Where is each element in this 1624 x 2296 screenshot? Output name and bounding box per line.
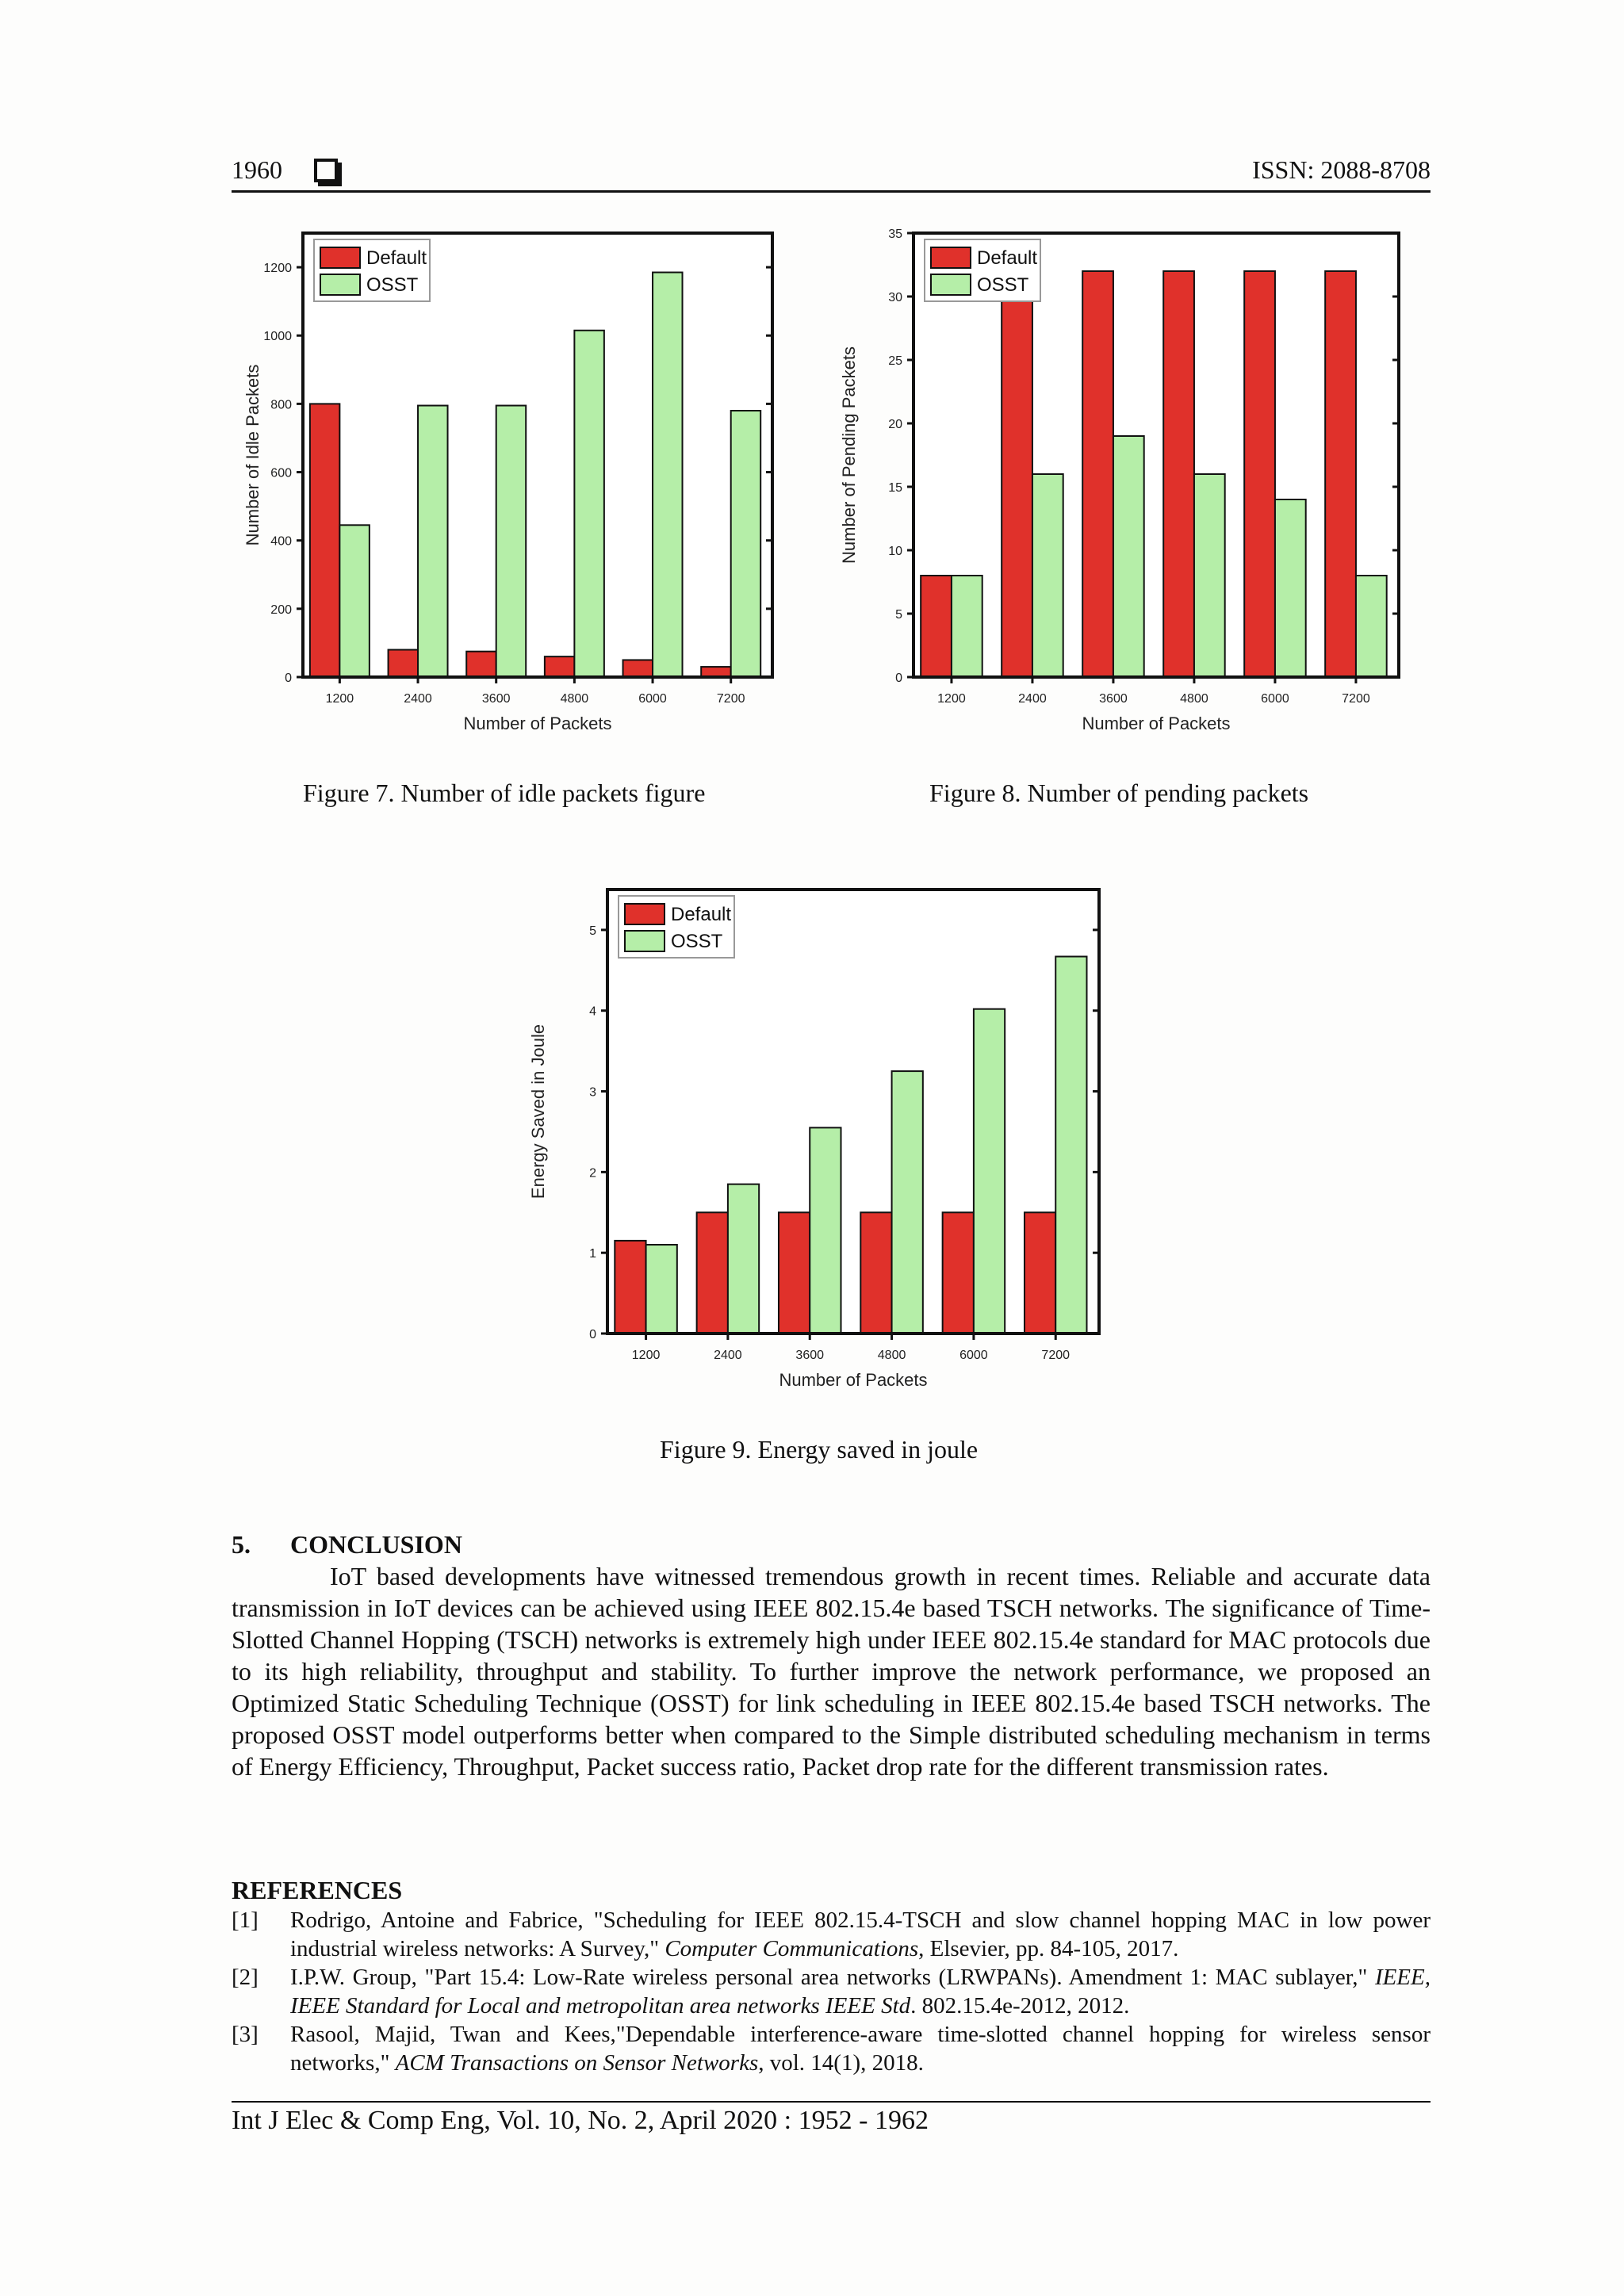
legend-swatch <box>320 247 360 268</box>
section-title: CONCLUSION <box>290 1530 462 1559</box>
x-tick-label: 6000 <box>638 692 667 706</box>
y-tick-label: 0 <box>285 672 292 685</box>
y-tick-label: 400 <box>270 534 292 549</box>
reference-venue: Computer Communications <box>665 1936 919 1961</box>
figure-9-caption: Figure 9. Energy saved in joule <box>660 1435 979 1464</box>
default-bar <box>697 1212 728 1334</box>
y-tick-label: 1000 <box>263 330 292 344</box>
x-tick-label: 2400 <box>1018 692 1047 706</box>
legend-swatch <box>931 274 971 295</box>
osst-bar <box>974 1009 1005 1334</box>
y-tick-label: 600 <box>270 466 292 480</box>
conclusion-heading <box>232 1529 1431 1560</box>
legend-label: Default <box>366 247 427 269</box>
y-tick-label: 10 <box>888 545 902 558</box>
footer-rule <box>232 2101 1431 2103</box>
osst-bar <box>1032 474 1063 677</box>
legend-label: OSST <box>366 274 419 296</box>
default-bar <box>545 656 574 677</box>
y-tick-label: 0 <box>895 672 902 685</box>
y-tick-label: 0 <box>589 1328 596 1341</box>
osst-bar <box>1194 474 1225 677</box>
x-tick-label: 4800 <box>877 1349 906 1362</box>
reference-number: [2] <box>232 1965 259 1990</box>
x-axis-label: Number of Packets <box>463 714 612 733</box>
figure-7-chart <box>238 216 793 755</box>
figure-8-chart <box>834 216 1421 755</box>
y-tick-label: 200 <box>270 603 292 617</box>
reference-text: Rodrigo, Antoine and Fabrice, "Scheduling for IEEE 802.15.4-TSCH and slow channel hopping MAC in low power industrial wireless networks: A Survey," Computer Communications, Elsevier, pp. 84-105, 2017. <box>290 1908 1431 1961</box>
header-rule <box>232 190 1431 193</box>
x-tick-label: 6000 <box>959 1349 988 1362</box>
energy-saved-chart <box>523 872 1126 1411</box>
osst-bar <box>728 1184 759 1334</box>
figure-8-caption: Figure 8. Number of pending packets <box>929 779 1309 807</box>
default-bar <box>1325 271 1356 677</box>
y-tick-label: 5 <box>895 608 902 622</box>
y-tick-label: 35 <box>888 228 902 241</box>
osst-bar <box>574 331 603 677</box>
default-bar <box>1002 271 1032 677</box>
y-tick-label: 4 <box>589 1004 596 1019</box>
default-bar <box>623 660 653 677</box>
idle-packets-chart <box>238 216 793 755</box>
y-tick-label: 1 <box>589 1247 596 1261</box>
legend-swatch <box>625 931 665 951</box>
x-tick-label: 3600 <box>481 692 511 706</box>
page-number: 1960 <box>232 155 282 184</box>
square-bullet-icon <box>314 159 338 182</box>
reference-item <box>232 1906 1431 1963</box>
x-tick-label: 7200 <box>1041 1349 1071 1362</box>
default-bar <box>466 652 496 677</box>
osst-bar <box>952 576 982 677</box>
pending-packets-chart <box>834 216 1421 755</box>
reference-venue: IEEE, IEEE Standard for Local and metropolitan area networks IEEE Std <box>290 1965 1431 2019</box>
x-axis-label: Number of Packets <box>779 1370 928 1390</box>
default-bar <box>860 1212 891 1334</box>
x-tick-label: 7200 <box>1342 692 1370 706</box>
page-header-left <box>232 155 338 185</box>
x-tick-label: 2400 <box>714 1349 742 1362</box>
reference-venue: ACM Transactions on Sensor Networks <box>395 2050 759 2076</box>
x-tick-label: 7200 <box>716 692 745 706</box>
y-tick-label: 15 <box>888 481 902 495</box>
references-heading: REFERENCES <box>232 1876 403 1904</box>
osst-bar <box>339 525 369 677</box>
default-bar <box>389 650 418 677</box>
default-bar <box>943 1212 974 1334</box>
x-tick-label: 1200 <box>631 1349 661 1362</box>
x-tick-label: 3600 <box>795 1349 825 1362</box>
reference-item <box>232 2020 1431 2077</box>
reference-number: [3] <box>232 2022 259 2047</box>
default-bar <box>921 576 952 677</box>
reference-text: I.P.W. Group, "Part 15.4: Low-Rate wireless personal area networks (LRWPANs). Amendment 1: MAC sublayer," IEEE, IEEE Standard for Local and metropolitan area networks IEEE Std. 802.15.4e-2012, 2012. <box>290 1965 1431 2019</box>
x-tick-label: 6000 <box>1261 692 1289 706</box>
osst-bar <box>1113 436 1144 677</box>
x-tick-label: 4800 <box>1180 692 1208 706</box>
default-bar <box>1244 271 1275 677</box>
references-section <box>232 1874 1431 2077</box>
conclusion-section <box>232 1529 1431 1782</box>
y-tick-label: 5 <box>589 924 596 938</box>
osst-bar <box>892 1071 923 1334</box>
x-tick-label: 4800 <box>560 692 589 706</box>
y-tick-label: 2 <box>589 1166 596 1181</box>
x-axis-label: Number of Packets <box>1082 714 1231 733</box>
legend-swatch <box>625 904 665 924</box>
section-number: 5. <box>232 1530 251 1559</box>
y-tick-label: 30 <box>888 291 902 304</box>
x-tick-label: 1200 <box>325 692 354 706</box>
y-tick-label: 20 <box>888 418 902 431</box>
y-tick-label: 1200 <box>263 262 292 276</box>
legend-label: Default <box>977 247 1038 269</box>
legend-swatch <box>320 274 360 295</box>
conclusion-paragraph: IoT based developments have witnessed tremendous growth in recent times. Reliable and accurate data transmission in IoT devices can be achieved using IEEE 802.15.4e based TSCH networks. The significance of Time- Slotted Channel Hopping (TSCH) networks is extremely high under IEEE 802.15.4e standard for MAC protocols due to its high reliability, throughput and stability. To further improve the network performance, we proposed an Optimized Static Scheduling Technique (OSST) for link scheduling in IEEE 802.15.4e based TSCH networks. The proposed OSST model outperforms better when compared to the Simple distributed scheduling mechanism in terms of Energy Efficiency, Throughput, Packet success ratio, Packet drop rate for the different transmission rates. <box>232 1562 1431 1781</box>
osst-bar <box>810 1127 841 1334</box>
default-bar <box>615 1241 645 1334</box>
x-tick-label: 3600 <box>1099 692 1128 706</box>
osst-bar <box>496 406 526 677</box>
y-tick-label: 3 <box>589 1085 596 1100</box>
legend-swatch <box>931 247 971 268</box>
y-axis-label: Energy Saved in Joule <box>528 1024 548 1200</box>
osst-bar <box>653 273 682 677</box>
osst-bar <box>731 411 760 677</box>
y-axis-label: Number of Pending Packets <box>839 346 859 564</box>
legend-label: OSST <box>977 274 1029 296</box>
default-bar <box>1082 271 1113 677</box>
x-tick-label: 2400 <box>404 692 432 706</box>
x-tick-label: 1200 <box>937 692 966 706</box>
default-bar <box>1163 271 1194 677</box>
osst-bar <box>1275 499 1306 677</box>
osst-bar <box>418 406 447 677</box>
default-bar <box>1025 1212 1055 1334</box>
figure-7-caption: Figure 7. Number of idle packets figure <box>303 779 706 807</box>
osst-bar <box>1055 957 1086 1334</box>
legend-label: Default <box>671 904 732 925</box>
osst-bar <box>1356 576 1387 677</box>
legend-label: OSST <box>671 931 723 952</box>
y-tick-label: 25 <box>888 354 902 368</box>
reference-number: [1] <box>232 1908 259 1933</box>
default-bar <box>310 404 339 677</box>
reference-item <box>232 1963 1431 2020</box>
footer-citation: Int J Elec & Comp Eng, Vol. 10, No. 2, April 2020 : 1952 - 1962 <box>232 2106 929 2135</box>
default-bar <box>779 1212 810 1334</box>
osst-bar <box>646 1245 677 1334</box>
figure-9-chart <box>523 872 1126 1411</box>
y-axis-label: Number of Idle Packets <box>243 364 262 546</box>
y-tick-label: 800 <box>270 398 292 412</box>
issn-label: ISSN: 2088-8708 <box>1252 155 1431 184</box>
reference-text: Rasool, Majid, Twan and Kees,"Dependable interference-aware time-slotted channel hopping for wireless sensor networks," ACM Transactions on Sensor Networks, vol. 14(1), 2018. <box>290 2022 1431 2076</box>
